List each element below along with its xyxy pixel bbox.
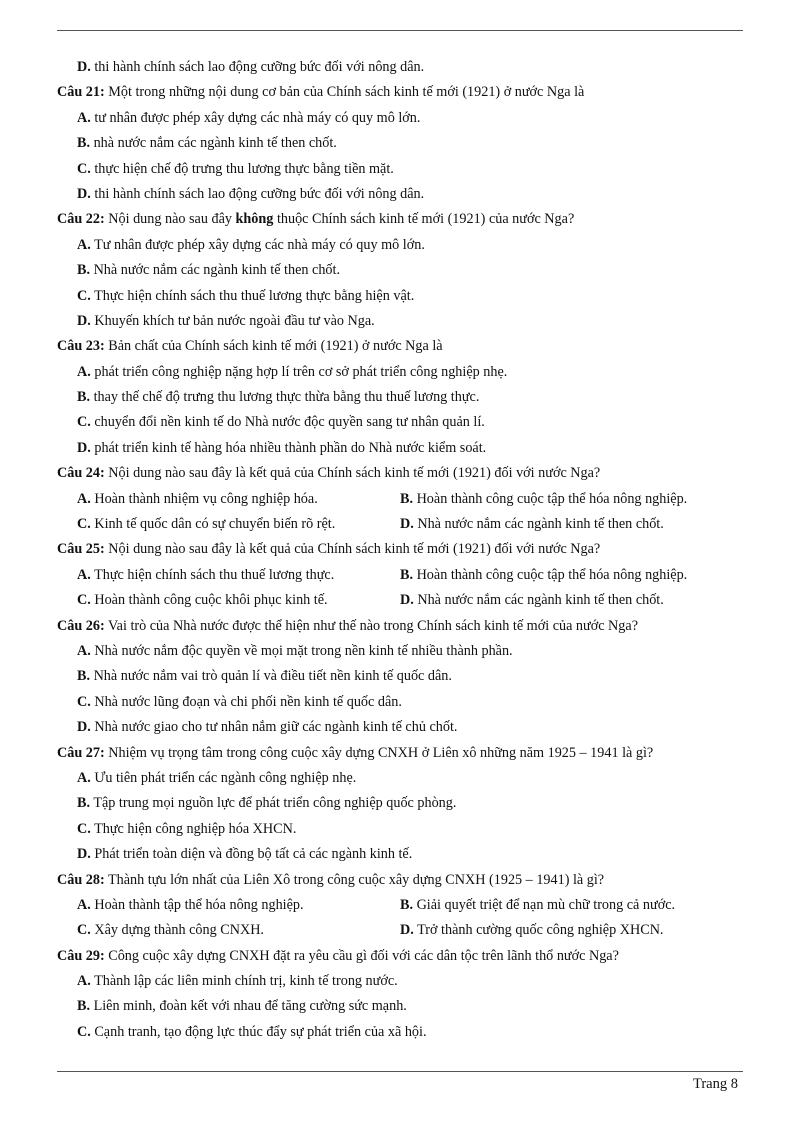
option-text: Trở thành cường quốc công nghiệp XHCN. [417, 922, 664, 939]
question-number: Câu 25: [57, 541, 105, 558]
option-letter: C. [77, 693, 91, 710]
option-text: Tư nhân được phép xây dựng các nhà máy có quy mô lớn. [94, 236, 425, 253]
option-text: Kinh tế quốc dân có sự chuyển biến rõ rệt. [94, 516, 336, 533]
question-line [57, 944, 757, 969]
answer-option [57, 791, 757, 816]
option-text: thực hiện chế độ trưng thu lương thực bằng tiền mặt. [94, 160, 394, 177]
exam-questions [57, 55, 757, 1045]
option-letter: A. [77, 236, 91, 253]
option-letter: A. [77, 566, 91, 583]
question-number: Câu 24: [57, 465, 105, 482]
page-number: Trang 8 [693, 1076, 738, 1092]
answer-option [57, 664, 757, 689]
option-letter: A. [77, 490, 91, 507]
option-text: Hoàn thành công cuộc tập thể hóa nông nghiệp. [416, 566, 688, 583]
option-letter: C. [77, 160, 91, 177]
answer-option [57, 284, 757, 309]
option-letter: D. [77, 312, 91, 329]
question-text: Công cuộc xây dựng CNXH đặt ra yêu cầu gì đối với các dân tộc trên lãnh thổ nước Nga? [108, 947, 619, 964]
option-letter: C. [77, 1023, 91, 1040]
answer-option [77, 588, 400, 613]
answer-option [57, 131, 757, 156]
question-number: Câu 21: [57, 84, 105, 101]
option-letter: C. [77, 922, 91, 939]
option-text: Hoàn thành công cuộc tập thể hóa nông nghiệp. [416, 490, 688, 507]
answer-option [57, 715, 757, 740]
option-text: thi hành chính sách lao động cưỡng bức đối với nông dân. [94, 185, 425, 202]
question-line [57, 207, 757, 232]
answer-option [57, 233, 757, 258]
question-text: Nội dung nào sau đây là kết quả của Chính sách kinh tế mới (1921) đối với nước Nga? [108, 541, 601, 558]
question-text: Nhiệm vụ trọng tâm trong công cuộc xây dựng CNXH ở Liên xô những năm 1925 – 1941 là gì? [108, 744, 654, 761]
question-text-rest: thuộc Chính sách kinh tế mới (1921) của nước Nga? [273, 211, 575, 228]
question-number: Câu 29: [57, 947, 105, 964]
option-text: thi hành chính sách lao động cưỡng bức đối với nông dân. [94, 59, 425, 75]
option-text: thay thế chế độ trưng thu lương thực thừa bằng thu thuế lương thực. [93, 389, 480, 406]
option-text: Nhà nước nắm các ngành kinh tế then chốt. [417, 516, 664, 533]
option-letter: A. [77, 896, 91, 913]
answer-option-row [57, 563, 757, 588]
option-text: Ưu tiên phát triển các ngành công nghiệp nhẹ. [94, 769, 357, 786]
option-letter: C. [77, 516, 91, 533]
header-rule [57, 30, 743, 31]
question-line [57, 334, 757, 359]
option-letter: B. [400, 896, 414, 913]
question-line [57, 537, 757, 562]
option-letter: B. [77, 135, 91, 152]
option-text: chuyển đổi nền kinh tế do Nhà nước độc quyền sang tư nhân quản lí. [94, 414, 485, 431]
option-letter: C. [77, 414, 91, 431]
question-line [57, 80, 757, 105]
option-text: Nhà nước nắm vai trò quản lí và điều tiết nền kinh tế quốc dân. [93, 668, 452, 685]
answer-option [400, 893, 675, 918]
question-number: Câu 28: [57, 871, 105, 888]
question-number: Câu 23: [57, 338, 105, 355]
answer-option-row [57, 588, 757, 613]
answer-option [57, 106, 757, 131]
option-letter: B. [77, 668, 91, 685]
answer-option [400, 588, 664, 613]
option-letter: A. [77, 642, 91, 659]
option-text: Tập trung mọi nguồn lực để phát triển công nghiệp quốc phòng. [93, 795, 457, 812]
answer-option [57, 817, 757, 842]
option-letter: D. [77, 439, 91, 456]
answer-option [57, 766, 757, 791]
answer-option [77, 487, 400, 512]
answer-option [57, 842, 757, 867]
option-letter: D. [400, 592, 414, 609]
answer-option [57, 385, 757, 410]
answer-option [77, 563, 400, 588]
footer-rule [57, 1071, 743, 1072]
option-letter: B. [77, 795, 91, 812]
option-text: Liên minh, đoàn kết với nhau để tăng cường sức mạnh. [93, 998, 407, 1015]
option-letter: D. [77, 185, 91, 202]
option-letter: D. [400, 516, 414, 533]
option-text: Cạnh tranh, tạo động lực thúc đẩy sự phát triển của xã hội. [94, 1023, 427, 1040]
option-text: Khuyến khích tư bản nước ngoài đầu tư vào Nga. [94, 312, 375, 329]
answer-option [57, 55, 757, 80]
answer-option [400, 512, 664, 537]
question-text: Nội dung nào sau đây là kết quả của Chính sách kinh tế mới (1921) đối với nước Nga? [108, 465, 601, 482]
answer-option [57, 157, 757, 182]
option-letter: A. [77, 973, 91, 990]
answer-option [77, 893, 400, 918]
option-text: phát triển kinh tế hàng hóa nhiều thành phần do Nhà nước kiểm soát. [94, 439, 487, 456]
answer-option [400, 918, 663, 943]
option-text: Thành lập các liên minh chính trị, kinh tế trong nước. [94, 973, 398, 990]
option-text: Thực hiện chính sách thu thuế lương thực bằng hiện vật. [94, 287, 415, 304]
option-letter: B. [77, 262, 91, 279]
option-letter: A. [77, 109, 91, 126]
option-text: Xây dựng thành công CNXH. [94, 922, 264, 939]
option-letter: D. [400, 922, 414, 939]
option-text: Nhà nước nắm độc quyền về mọi mặt trong nền kinh tế nhiều thành phần. [94, 642, 513, 659]
option-letter: C. [77, 592, 91, 609]
option-letter: D. [77, 59, 91, 75]
option-letter: C. [77, 820, 91, 837]
question-number: Câu 22: [57, 211, 105, 228]
answer-option [57, 969, 757, 994]
answer-option [57, 1020, 757, 1045]
question-line [57, 614, 757, 639]
question-line [57, 868, 757, 893]
option-text: nhà nước nắm các ngành kinh tế then chốt. [93, 135, 337, 152]
answer-option [57, 639, 757, 664]
answer-option [400, 487, 687, 512]
answer-option [77, 918, 400, 943]
option-text: tư nhân được phép xây dựng các nhà máy có quy mô lớn. [94, 109, 421, 126]
question-text: Bản chất của Chính sách kinh tế mới (1921) ở nước Nga là [108, 338, 443, 355]
answer-option [57, 690, 757, 715]
answer-option-row [57, 487, 757, 512]
option-text: Nhà nước nắm các ngành kinh tế then chốt. [417, 592, 664, 609]
option-text: Thực hiện công nghiệp hóa XHCN. [94, 820, 297, 837]
question-line [57, 461, 757, 486]
option-letter: B. [400, 566, 414, 583]
option-text: Phát triển toàn diện và đồng bộ tất cả các ngành kinh tế. [94, 846, 413, 863]
question-text: Vai trò của Nhà nước được thể hiện như thế nào trong Chính sách kinh tế mới của nước Nga? [108, 617, 638, 634]
option-text: Hoàn thành tập thể hóa nông nghiệp. [94, 896, 304, 913]
question-text: Thành tựu lớn nhất của Liên Xô trong công cuộc xây dựng CNXH (1925 – 1941) là gì? [108, 871, 605, 888]
question-emphasis: không [235, 211, 274, 228]
option-text: Hoàn thành nhiệm vụ công nghiệp hóa. [94, 490, 318, 507]
option-letter: A. [77, 769, 91, 786]
answer-option [57, 410, 757, 435]
answer-option [57, 360, 757, 385]
answer-option [57, 436, 757, 461]
option-text: Hoàn thành công cuộc khôi phục kinh tế. [94, 592, 328, 609]
option-text: Giải quyết triệt để nạn mù chữ trong cả nước. [416, 896, 676, 913]
answer-option [57, 994, 757, 1019]
option-letter: B. [77, 998, 91, 1015]
question-line [57, 741, 757, 766]
answer-option-row [57, 512, 757, 537]
question-number: Câu 26: [57, 617, 105, 634]
option-text: Nhà nước giao cho tư nhân nắm giữ các ngành kinh tế chủ chốt. [94, 719, 458, 736]
answer-option-row [57, 893, 757, 918]
answer-option [77, 512, 400, 537]
option-letter: C. [77, 287, 91, 304]
answer-option [57, 258, 757, 283]
option-letter: D. [77, 719, 91, 736]
question-text: Nội dung nào sau đây [108, 211, 236, 228]
option-text: phát triển công nghiệp nặng hợp lí trên cơ sở phát triển công nghiệp nhẹ. [94, 363, 508, 380]
answer-option [57, 309, 757, 334]
option-letter: D. [77, 846, 91, 863]
option-text: Nhà nước lũng đoạn và chi phối nền kinh tế quốc dân. [94, 693, 402, 710]
option-text: Thực hiện chính sách thu thuế lương thực. [94, 566, 335, 583]
option-text: Nhà nước nắm các ngành kinh tế then chốt. [93, 262, 341, 279]
question-text: Một trong những nội dung cơ bản của Chính sách kinh tế mới (1921) ở nước Nga là [108, 84, 585, 101]
answer-option-row [57, 918, 757, 943]
option-letter: A. [77, 363, 91, 380]
option-letter: B. [77, 389, 91, 406]
option-letter: B. [400, 490, 414, 507]
answer-option [57, 182, 757, 207]
answer-option [400, 563, 687, 588]
question-number: Câu 27: [57, 744, 105, 761]
